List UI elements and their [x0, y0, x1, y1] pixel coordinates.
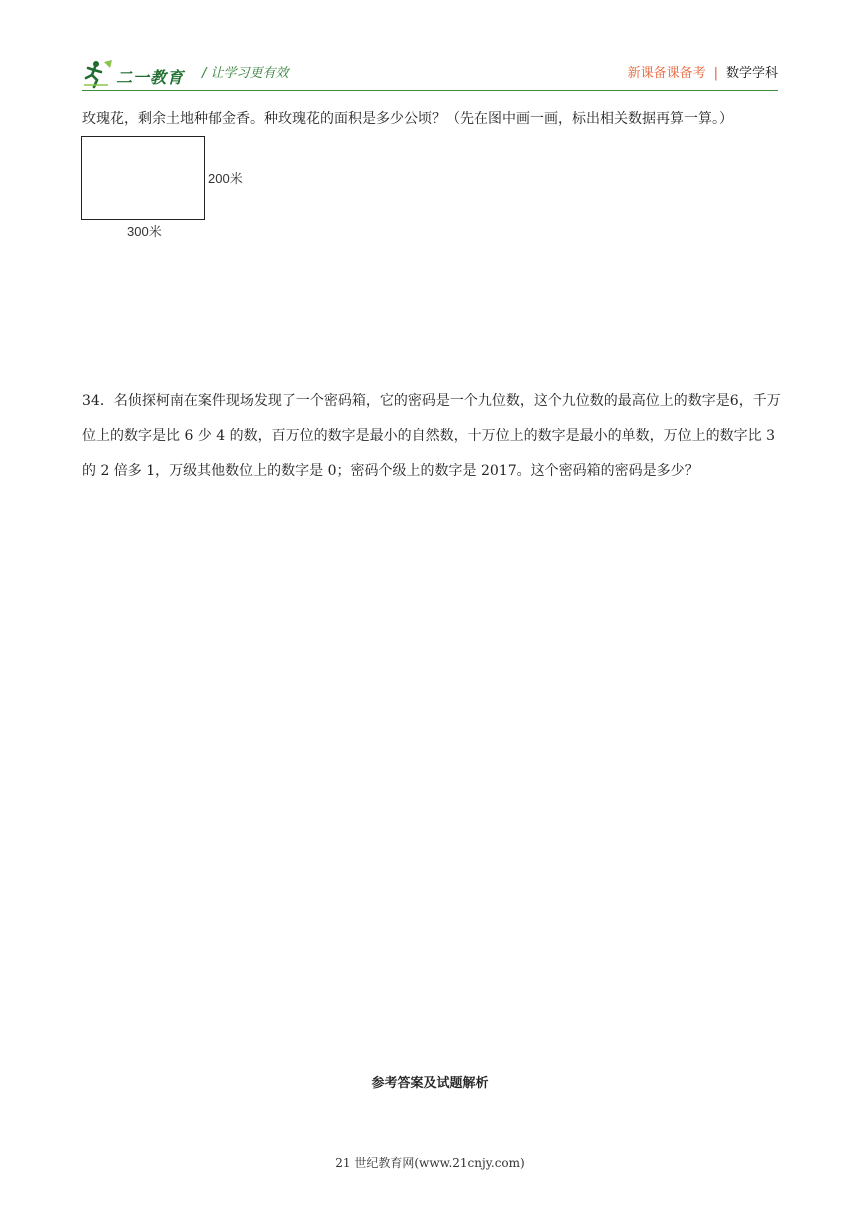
width-label: 300米: [127, 224, 162, 239]
field-rectangle: [81, 136, 205, 220]
height-label: 200米: [208, 171, 243, 186]
header-subject: 数学学科: [725, 66, 778, 81]
answers-title: 参考答案及试题解析: [371, 1076, 489, 1091]
logo: [82, 56, 192, 90]
page-footer: 21 世纪教育网(www.21cnjy.com): [335, 1156, 525, 1170]
question-34: 34．名侦探柯南在案件现场发现了一个密码箱，它的密码是一个九位数，这个九位数的最高位上的数字是6，千万位上的数字是比 6 少 4 的数，百万位的数字是最小的自然数，十万位上的数字是最小的单数，万位上的数字比 3 的 2 倍多 1，万级其他数位上的数字是 0；密码个级上的数字是 2017。这个密码箱的密码是多少？: [82, 393, 781, 479]
field-rectangle-figure: [81, 136, 256, 246]
header-divider: [82, 90, 778, 91]
header-separator: |: [713, 66, 718, 81]
header-slogan: / 让学习更有效: [202, 66, 289, 81]
page-header: [82, 56, 778, 92]
header-right: [628, 62, 778, 81]
header-tag: 新课备课备考: [627, 66, 706, 81]
runner-logo-icon: [82, 56, 116, 90]
question-33-tail: 玫瑰花，剩余土地种郁金香。种玫瑰花的面积是多少公顷？（先在图中画一画，标出相关数据再算一算。）: [82, 111, 733, 127]
logo-text: 二一教育: [116, 68, 185, 87]
